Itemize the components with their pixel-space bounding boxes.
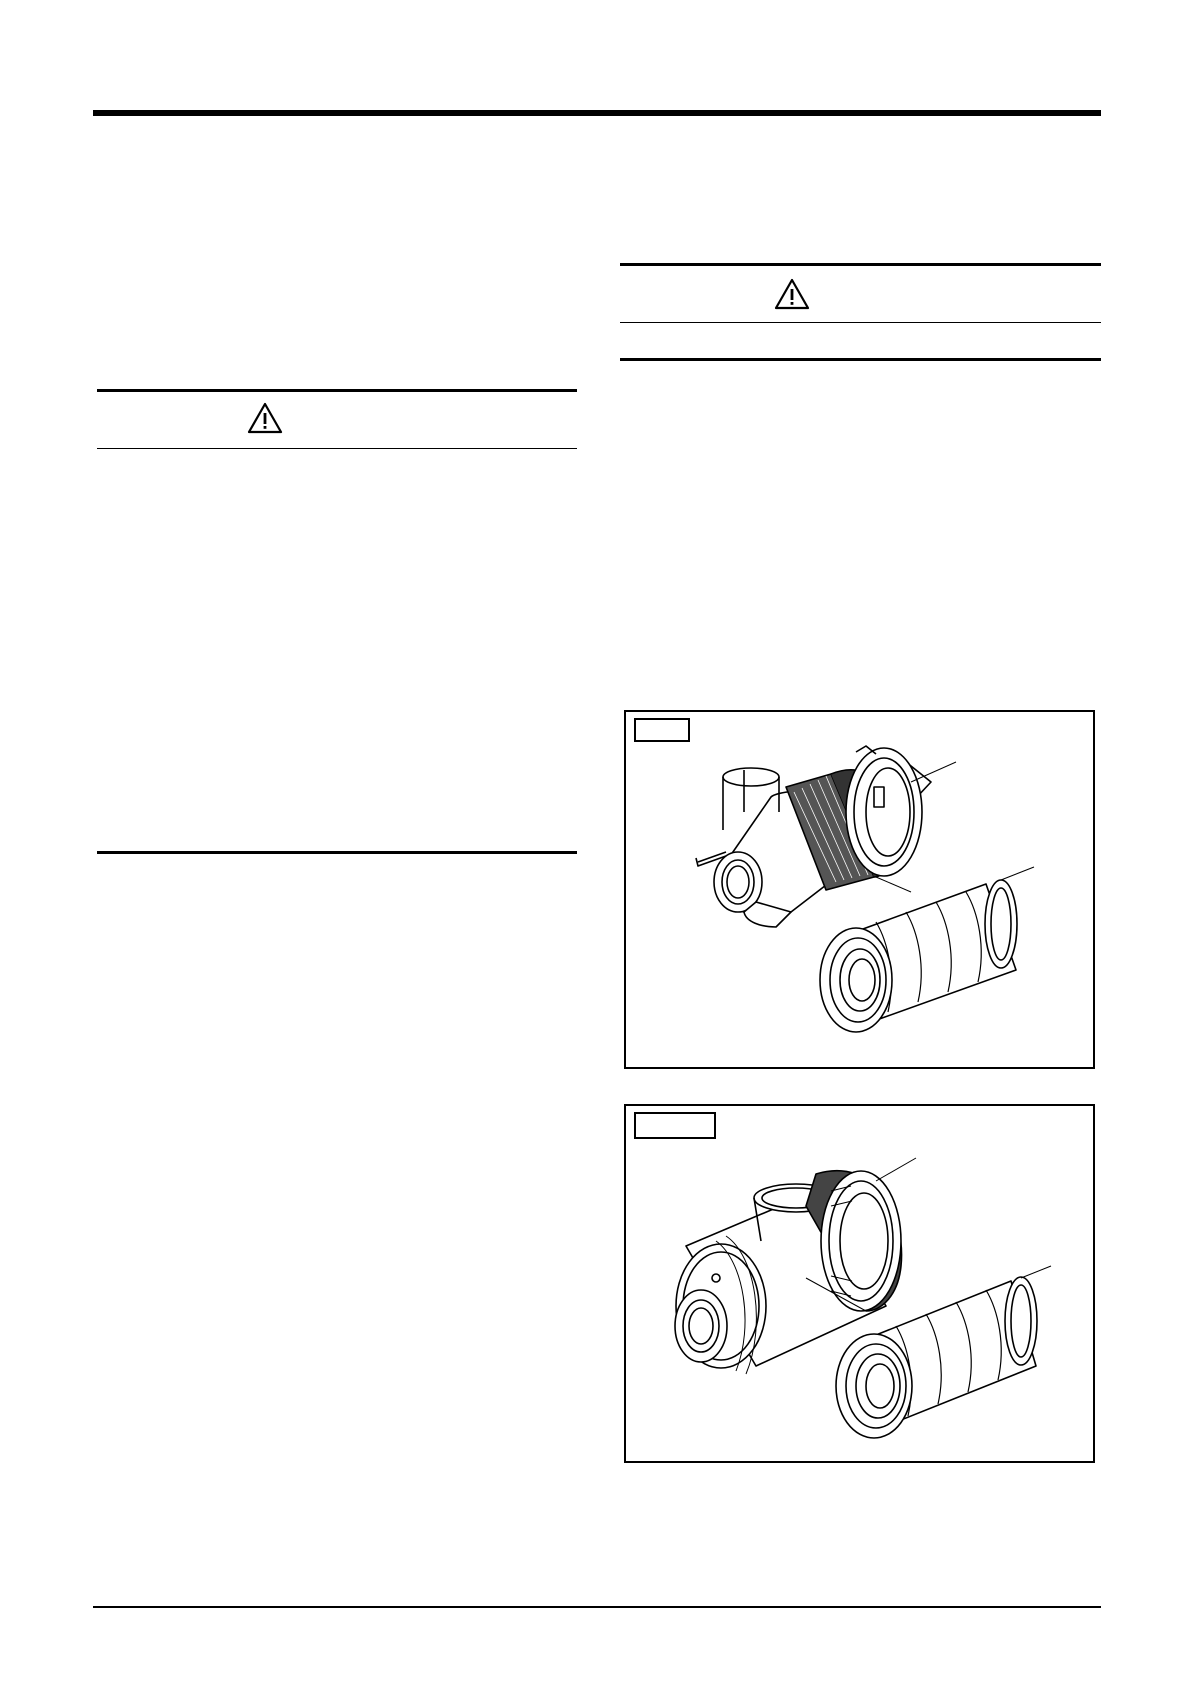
warning-top-rule bbox=[620, 263, 1101, 266]
figure-air-cleaner-2 bbox=[624, 1104, 1095, 1463]
header-rule bbox=[93, 110, 1101, 116]
warning-triangle-icon bbox=[774, 278, 810, 310]
section-separator-right bbox=[620, 358, 1101, 361]
warning-bottom-rule bbox=[620, 322, 1101, 323]
section-separator-left bbox=[97, 851, 577, 854]
footer-rule bbox=[93, 1606, 1101, 1608]
figure-air-cleaner-1 bbox=[624, 710, 1095, 1069]
warning-top-rule bbox=[97, 389, 577, 392]
air-cleaner-illustration bbox=[626, 712, 1093, 1067]
warning-bottom-rule bbox=[97, 448, 577, 449]
air-cleaner-illustration bbox=[626, 1106, 1093, 1461]
warning-triangle-icon bbox=[247, 402, 283, 434]
